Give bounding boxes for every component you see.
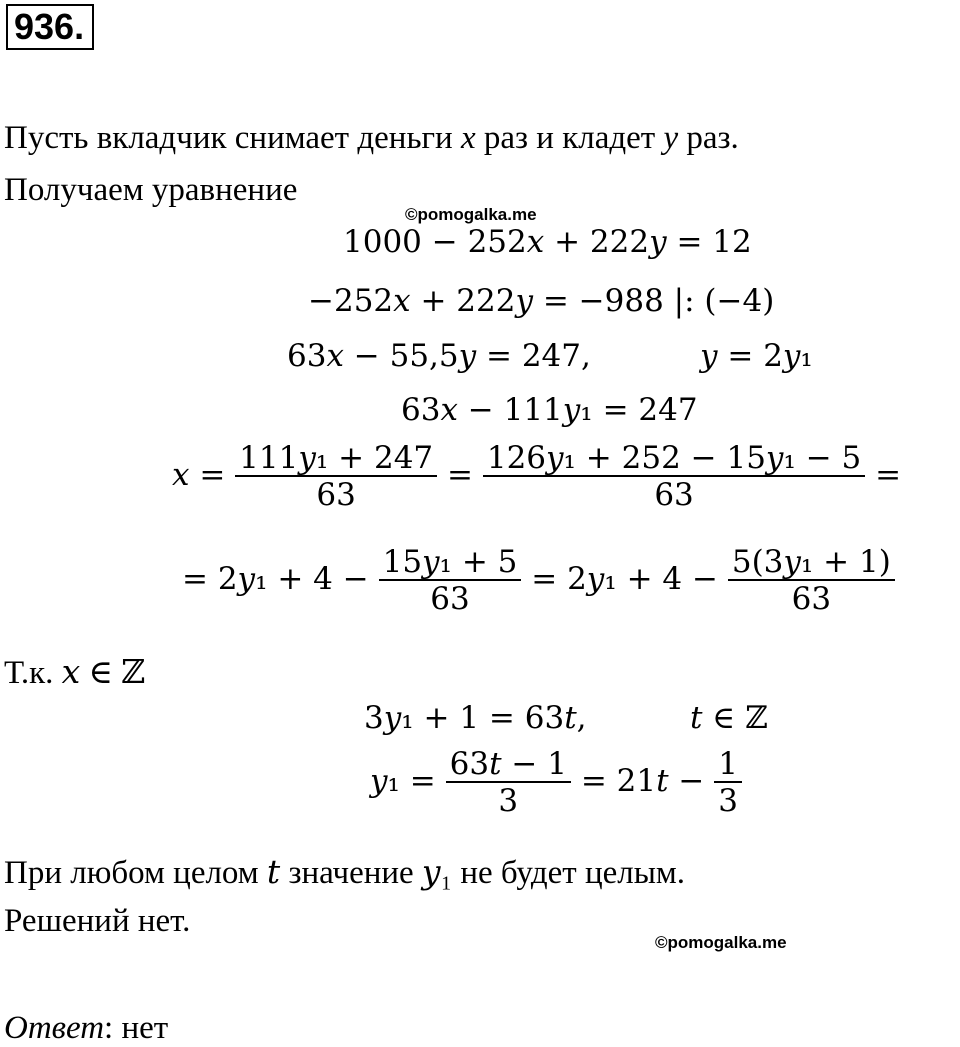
intro-text-part1: Пусть вкладчик снимает деньги [4, 120, 461, 156]
watermark-bottom: ©pomogalka.me [655, 933, 787, 952]
fraction-1 [235, 442, 437, 511]
fraction-5 [446, 748, 571, 817]
fraction-2-numerator: 126𝑦₁ + 252 − 15𝑦₁ − 5 [486, 440, 862, 476]
answer-line [4, 1010, 168, 1047]
fraction-5-denominator: 3 [446, 781, 571, 818]
equation-2: −252𝑥 + 222𝑦 = −988 |: (−4) [308, 283, 775, 319]
equation-3-right: 𝑦 = 2𝑦₁ [700, 338, 813, 374]
conclusion-text: При любом целом 𝑡 значение 𝑦₁ не будет целым. [4, 855, 686, 891]
fraction-4-numerator: 5(3𝑦₁ + 1) [731, 544, 891, 580]
problem-number: 936. [6, 4, 94, 50]
fraction-2-denominator: 63 [483, 475, 865, 512]
x-expression-line-2 [182, 546, 895, 615]
no-solutions-text: Решений нет. [4, 903, 191, 939]
equation-1: 1000 − 252𝑥 + 222𝑦 = 12 [343, 224, 752, 260]
answer-label: Ответ [4, 1010, 105, 1046]
equation-3-left: 63𝑥 − 55,5𝑦 = 247, [287, 338, 591, 374]
equation-intro: Получаем уравнение [4, 172, 298, 208]
variable-y: y [663, 120, 679, 156]
equation-6-mid: = 21𝑡 − [580, 763, 705, 800]
x-expression-line [172, 442, 901, 511]
condition-text: Т.к. 𝑥 ∈ ℤ [4, 655, 146, 691]
fraction-1-denominator: 63 [235, 475, 437, 512]
fraction-6 [714, 748, 742, 817]
watermark-top: ©pomogalka.me [405, 205, 537, 224]
line2-mid: = 2𝑦₁ + 4 − [531, 561, 718, 598]
equation-5-right: 𝑡 ∈ ℤ [690, 700, 768, 736]
equation-5-left: 3𝑦₁ + 1 = 63𝑡, [364, 700, 587, 736]
intro-text [4, 120, 739, 157]
fraction-4-denominator: 63 [728, 579, 895, 616]
intro-text-part2: раз и кладет [475, 120, 664, 156]
x-label: 𝑥 = [172, 457, 226, 494]
fraction-3-numerator: 15𝑦₁ + 5 [382, 544, 518, 580]
variable-x: x [460, 120, 476, 156]
intro-text-part3: раз. [678, 120, 739, 156]
fraction-4 [728, 546, 895, 615]
answer-value: : нет [104, 1010, 169, 1046]
fraction-6-numerator: 1 [718, 746, 738, 782]
fraction-6-denominator: 3 [714, 781, 742, 818]
fraction-1-numerator: 111𝑦₁ + 247 [239, 440, 434, 476]
y1-label: 𝑦₁ = [370, 763, 436, 800]
y1-expression-line [370, 748, 742, 817]
trailing-equals: = [875, 457, 902, 494]
fraction-3 [379, 546, 522, 615]
equals-sign: = [447, 457, 473, 494]
fraction-2 [483, 442, 865, 511]
equation-4: 63𝑥 − 111𝑦₁ = 247 [401, 392, 698, 428]
line2-start: = 2𝑦₁ + 4 − [182, 561, 369, 598]
fraction-5-numerator: 63𝑡 − 1 [449, 746, 567, 782]
fraction-3-denominator: 63 [379, 579, 522, 616]
